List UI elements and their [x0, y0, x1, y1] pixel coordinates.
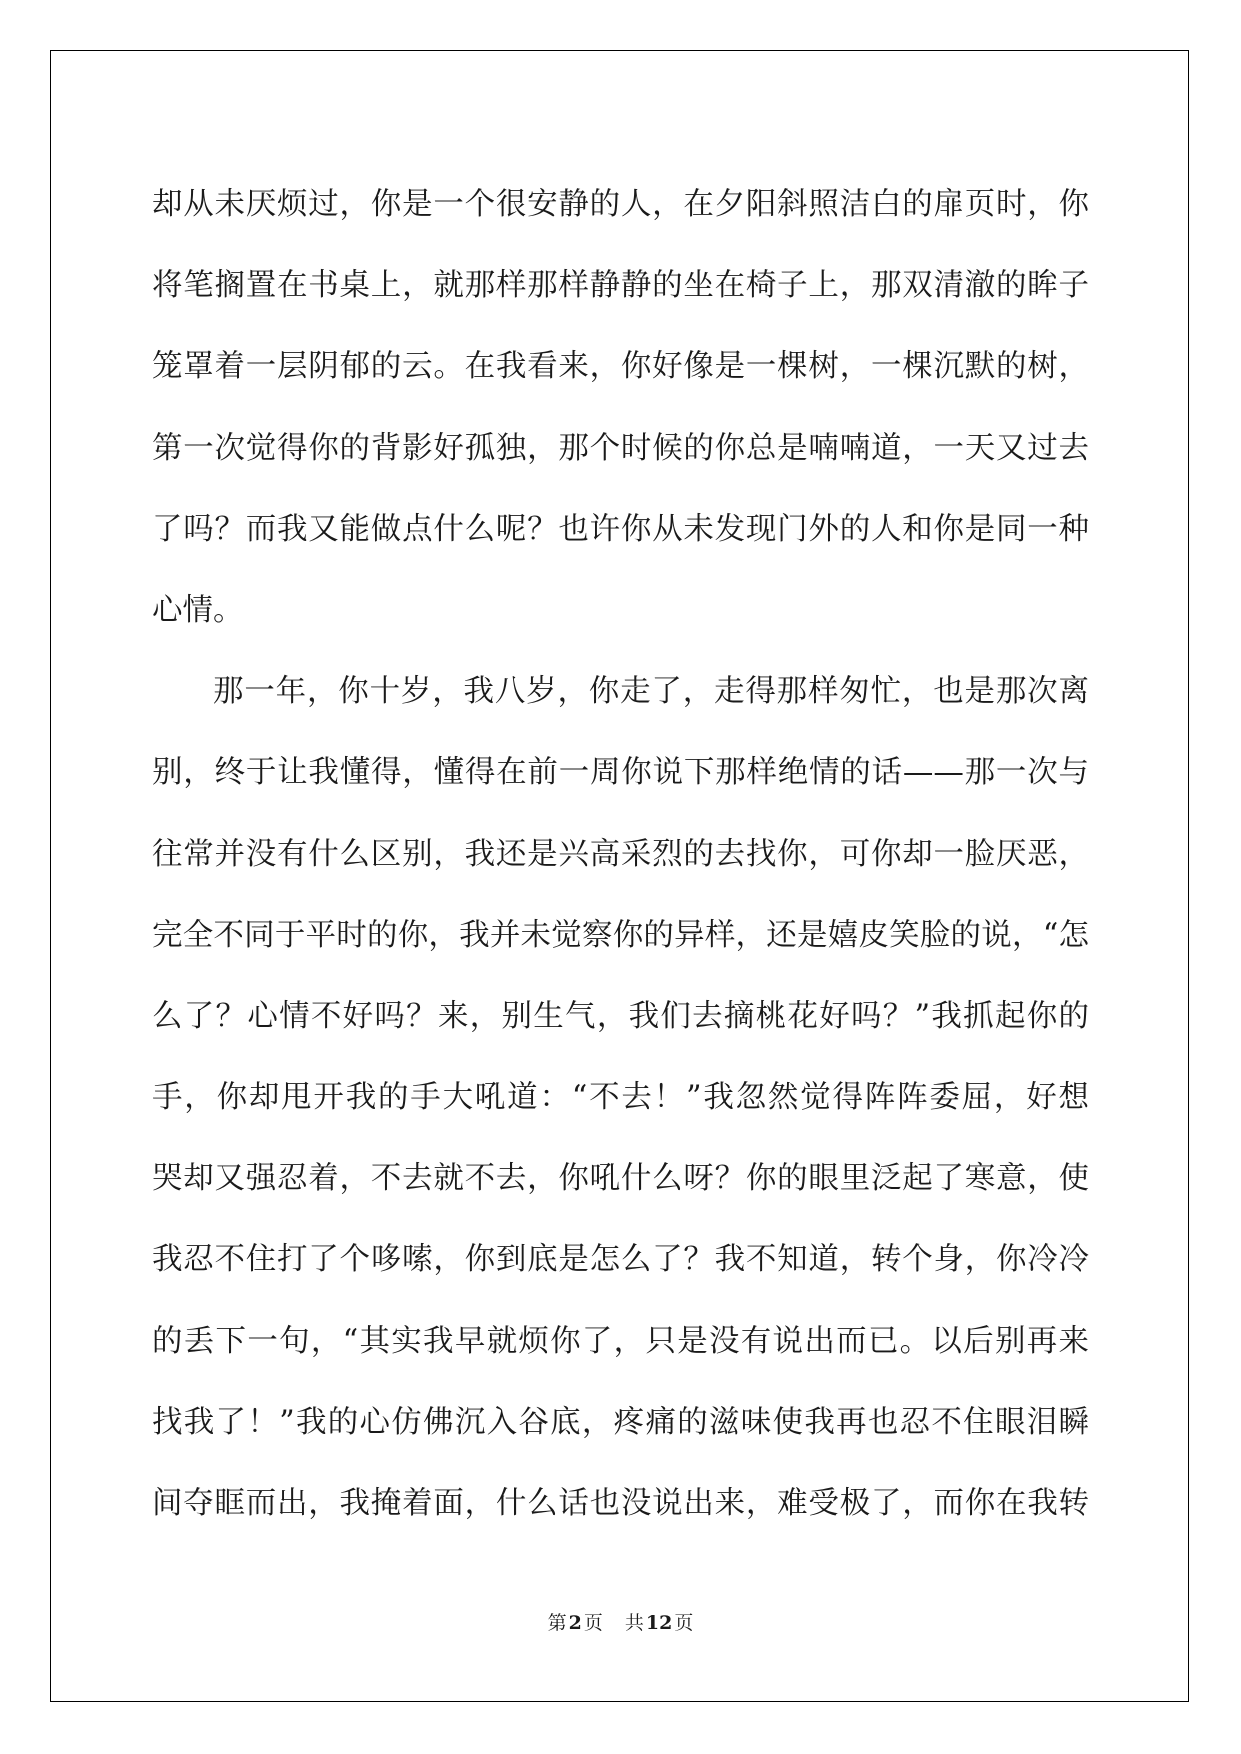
text-line: 将笔搁置在书桌上，就那样那样静静的坐在椅子上，那双清澈的眸子 — [152, 268, 1089, 304]
page-number-prefix: 第 — [547, 1612, 567, 1634]
text-line: 完全不同于平时的你，我并未觉察你的异样，还是嬉皮笑脸的说，“怎 — [152, 917, 1089, 953]
total-pages: 12 — [645, 1612, 673, 1634]
text-line: 心情。 — [152, 592, 244, 628]
text-line: 的丢下一句，“其实我早就烦你了，只是没有说出而已。以后别再来 — [152, 1323, 1089, 1359]
text-line: 么了？心情不好吗？来，别生气，我们去摘桃花好吗？”我抓起你的 — [152, 998, 1089, 1034]
text-line: 笼罩着一层阴郁的云。在我看来，你好像是一棵树，一棵沉默的树， — [152, 349, 1089, 385]
text-line: 那一年，你十岁，我八岁，你走了，走得那样匆忙，也是那次离 — [213, 674, 1089, 710]
document-body — [152, 164, 1089, 1544]
text-line: 往常并没有什么区别，我还是兴高采烈的去找你，可你却一脸厌恶， — [152, 836, 1089, 872]
text-line: 找我了！”我的心仿佛沉入谷底，疼痛的滋味使我再也忍不住眼泪瞬 — [152, 1404, 1089, 1440]
text-line: 哭却又强忍着，不去就不去，你吼什么呀？你的眼里泛起了寒意，使 — [152, 1161, 1089, 1197]
page-footer — [0, 1608, 1241, 1635]
text-line: 却从未厌烦过，你是一个很安静的人，在夕阳斜照洁白的扉页时，你 — [152, 187, 1089, 222]
text-line: 第一次觉得你的背影好孤独，那个时候的你总是喃喃道，一天又过去 — [152, 430, 1089, 466]
text-line: 了吗？而我又能做点什么呢？也许你从未发现门外的人和你是同一种 — [152, 511, 1089, 547]
page-number-suffix: 页 — [583, 1612, 603, 1634]
text-line: 手，你却甩开我的手大吼道：“不去！”我忽然觉得阵阵委屈，好想 — [152, 1080, 1089, 1116]
total-pages-prefix: 共 — [624, 1612, 644, 1634]
total-pages-suffix: 页 — [674, 1612, 694, 1634]
text-line: 间夺眶而出，我掩着面，什么话也没说出来，难受极了，而你在我转 — [152, 1486, 1089, 1521]
page-number: 2 — [568, 1612, 582, 1634]
text-line: 别，终于让我懂得，懂得在前一周你说下那样绝情的话——那一次与 — [152, 755, 1089, 791]
text-line: 我忍不住打了个哆嗦，你到底是怎么了？我不知道，转个身，你冷冷 — [152, 1242, 1089, 1278]
